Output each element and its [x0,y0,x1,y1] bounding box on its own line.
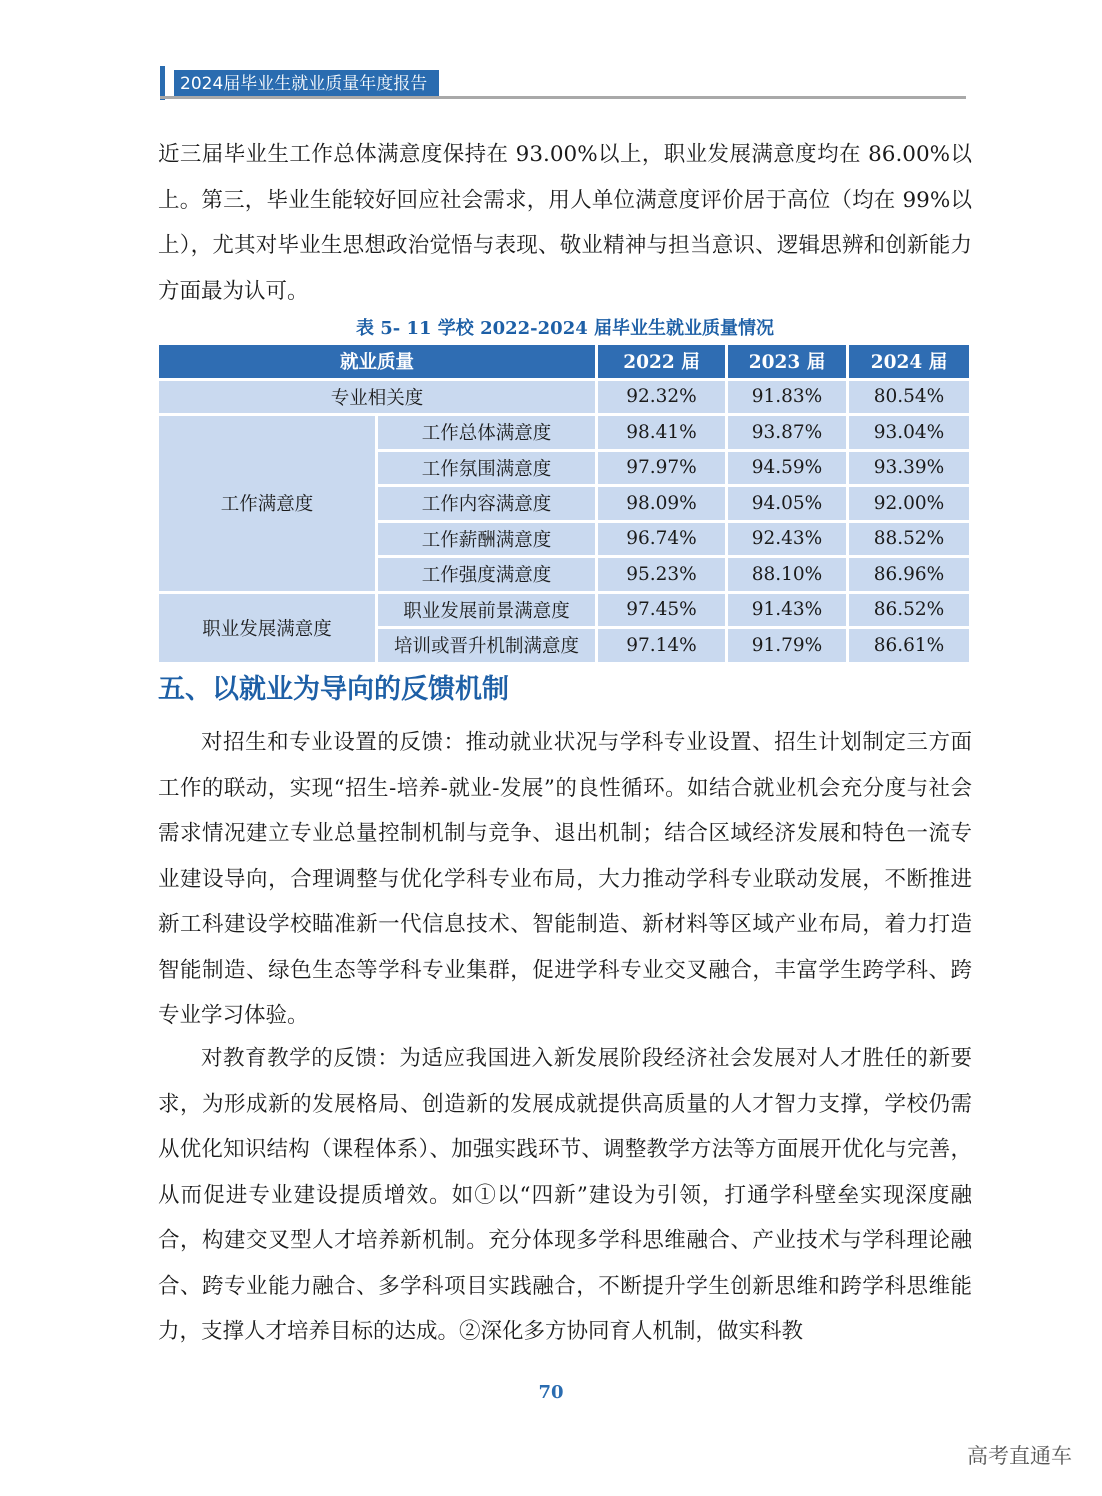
table-row [159,416,969,449]
row-label: 工作总体满意度 [378,416,595,449]
section-heading: 五、以就业为导向的反馈机制 [158,674,509,705]
value-cell: 95.23% [598,558,725,591]
table-header-row [159,345,969,378]
header-2023: 2023 届 [728,345,846,378]
watermark: 高考直通车 [967,1444,1072,1468]
value-cell: 91.43% [728,594,846,627]
page-number: 70 [538,1382,564,1403]
value-cell: 86.52% [849,594,969,627]
feedback-paragraph-teaching: 对教育教学的反馈：为适应我国进入新发展阶段经济社会发展对人才胜任的新要求，为形成新的发展格局、创造新的发展成就提供高质量的人才智力支撑，学校仍需从优化知识结构（课程体系）、加强实践环节、调整教学方法等方面展开优化与完善，从而促进专业建设提质增效。如①以“四新”建设为引领，打通学科壁垒实现深度融合，构建交叉型人才培养新机制。充分体现多学科思维融合、产业技术与学科理论融合、跨专业能力融合、多学科项目实践融合，不断提升学生创新思维和跨学科思维能力，支撑人才培养目标的达成。②深化多方协同育人机制，做实科教 [158,1046,972,1344]
table-row [159,381,969,414]
value-cell: 88.52% [849,523,969,556]
value-cell: 97.97% [598,452,725,485]
row-label: 工作氛围满意度 [378,452,595,485]
value-cell: 86.96% [849,558,969,591]
table-caption: 表 5- 11 学校 2022-2024 届毕业生就业质量情况 [355,318,775,339]
row-label: 工作内容满意度 [378,487,595,520]
row-label: 工作薪酬满意度 [378,523,595,556]
group-label-career: 职业发展满意度 [159,594,375,662]
row-label: 职业发展前景满意度 [378,594,595,627]
row-label: 工作强度满意度 [378,558,595,591]
value-cell: 80.54% [849,381,969,414]
header-quality: 就业质量 [159,345,595,378]
report-title: 2024届毕业生就业质量年度报告 [174,70,439,98]
feedback-paragraph-admissions: 对招生和专业设置的反馈：推动就业状况与学科专业设置、招生计划制定三方面工作的联动，实现“招生-培养-就业-发展”的良性循环。如结合就业机会充分度与社会需求情况建立专业总量控制机制与竞争、退出机制；结合区域经济发展和特色一流专业建设导向，合理调整与优化学科专业布局，大力推动学科专业联动发展，不断推进新工科建设学校瞄准新一代信息技术、智能制造、新材料等区域产业布局，着力打造智能制造、绿色生态等学科专业集群，促进学科专业交叉融合，丰富学生跨学科、跨专业学习体验。 [158,730,972,1028]
value-cell: 94.05% [728,487,846,520]
value-cell: 92.00% [849,487,969,520]
value-cell: 91.83% [728,381,846,414]
row-label: 专业相关度 [159,381,595,414]
value-cell: 92.43% [728,523,846,556]
value-cell: 97.14% [598,629,725,662]
employment-quality-table [156,342,972,665]
value-cell: 91.79% [728,629,846,662]
row-label: 培训或晋升机制满意度 [378,629,595,662]
header-2022: 2022 届 [598,345,725,378]
group-label-work: 工作满意度 [159,416,375,591]
report-header [160,60,966,100]
value-cell: 86.61% [849,629,969,662]
value-cell: 93.39% [849,452,969,485]
value-cell: 93.87% [728,416,846,449]
value-cell: 94.59% [728,452,846,485]
value-cell: 92.32% [598,381,725,414]
intro-paragraph: 近三届毕业生工作总体满意度保持在 93.00%以上，职业发展满意度均在 86.00%以上。第三，毕业生能较好回应社会需求，用人单位满意度评价居于高位（均在 99%以上），尤其对毕业生思想政治觉悟与表现、敬业精神与担当意识、逻辑思辨和创新能力方面最为认可。 [158,142,972,304]
header-2024: 2024 届 [849,345,969,378]
value-cell: 88.10% [728,558,846,591]
value-cell: 98.41% [598,416,725,449]
table-row [159,594,969,627]
value-cell: 93.04% [849,416,969,449]
value-cell: 96.74% [598,523,725,556]
value-cell: 97.45% [598,594,725,627]
header-rule [160,96,966,99]
value-cell: 98.09% [598,487,725,520]
header-accent-bar [160,66,165,100]
